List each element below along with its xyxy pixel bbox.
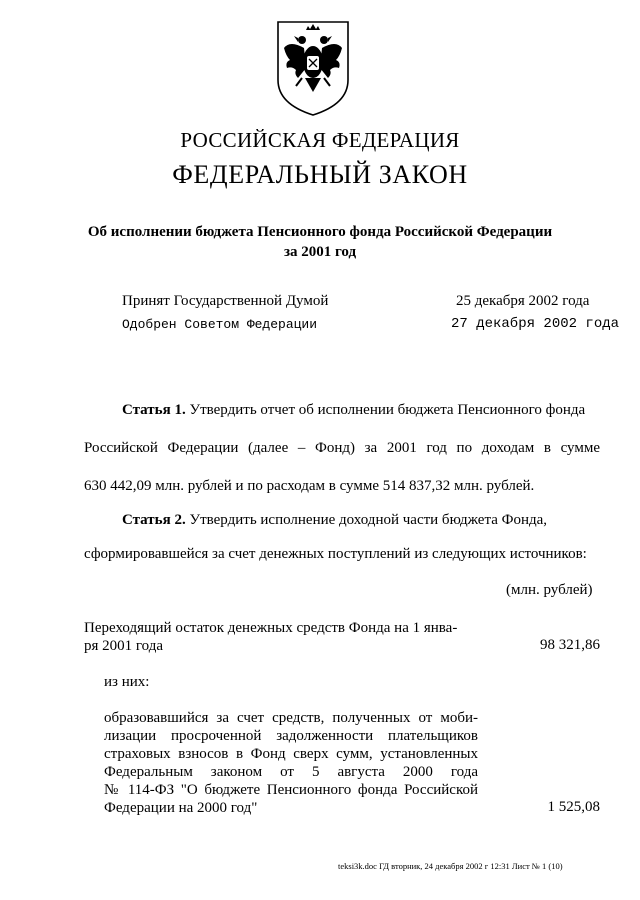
state-emblem-icon: [272, 18, 354, 118]
sub-row-line-2: лизации просроченной задолженности плательщиков: [104, 728, 478, 744]
page-footer: teksi3k.doc ГД вторник, 24 декабря 2002 г 12:31 Лист № 1 (10): [338, 861, 563, 871]
sub-row-line-1: образовавшийся за счет средств, полученных от моби-: [104, 710, 478, 726]
table-row-amount: 98 321,86: [540, 637, 600, 653]
table-sub-heading: из них:: [104, 674, 150, 690]
duma-adopted-date: 25 декабря 2002 года: [456, 293, 590, 309]
title-line-2: за 2001 год: [283, 244, 357, 260]
article-1-label: Статья 1.: [122, 402, 186, 418]
table-row-label-line-2: ря 2001 года: [84, 638, 164, 654]
document-type: ФЕДЕРАЛЬНЫЙ ЗАКОН: [172, 160, 468, 189]
sub-row-line-5: № 114-ФЗ "О бюджете Пенсионного фонда Российской: [104, 782, 478, 798]
article-1-text-start: Утвердить отчет об исполнении бюджета Пенсионного фонда: [189, 402, 586, 418]
article-2-line-2: сформировавшейся за счет денежных поступлений из следующих источников:: [84, 546, 587, 562]
table-row-label-line-1: Переходящий остаток денежных средств Фонда на 1 янва-: [84, 620, 458, 636]
table-sub-row-amount: 1 525,08: [547, 799, 600, 815]
council-approved-date: 27 декабря 2002 года: [451, 316, 620, 332]
article-2-label: Статья 2.: [122, 512, 186, 528]
country-name: РОССИЙСКАЯ ФЕДЕРАЦИЯ: [180, 128, 460, 152]
sub-row-line-6: Федерации на 2000 год": [104, 800, 258, 816]
document-title: [0, 222, 640, 262]
table-row-label: [84, 619, 484, 655]
council-approved-label: Одобрен Советом Федерации: [122, 317, 318, 332]
article-1-line-3: 630 442,09 млн. рублей и по расходам в сумме 514 837,32 млн. рублей.: [84, 478, 535, 494]
title-line-1: Об исполнении бюджета Пенсионного фонда Российской Федерации: [87, 224, 553, 240]
duma-adopted-label: Принят Государственной Думой: [122, 293, 329, 309]
table-unit: (млн. рублей): [506, 582, 593, 598]
article-2-text-start: Утвердить исполнение доходной части бюджета Фонда,: [189, 512, 548, 528]
article-1-line-1: [122, 402, 600, 419]
sub-row-line-3: страховых взносов в Фонд сверх сумм, установленных: [104, 746, 478, 762]
sub-row-line-4: Федеральным законом от 5 августа 2000 года: [104, 764, 478, 780]
table-sub-row-label: [104, 709, 478, 817]
article-1-line-2: Российской Федерации (далее – Фонд) за 2001 год по доходам в сумме: [84, 440, 600, 456]
article-2-line-1: [122, 512, 600, 529]
